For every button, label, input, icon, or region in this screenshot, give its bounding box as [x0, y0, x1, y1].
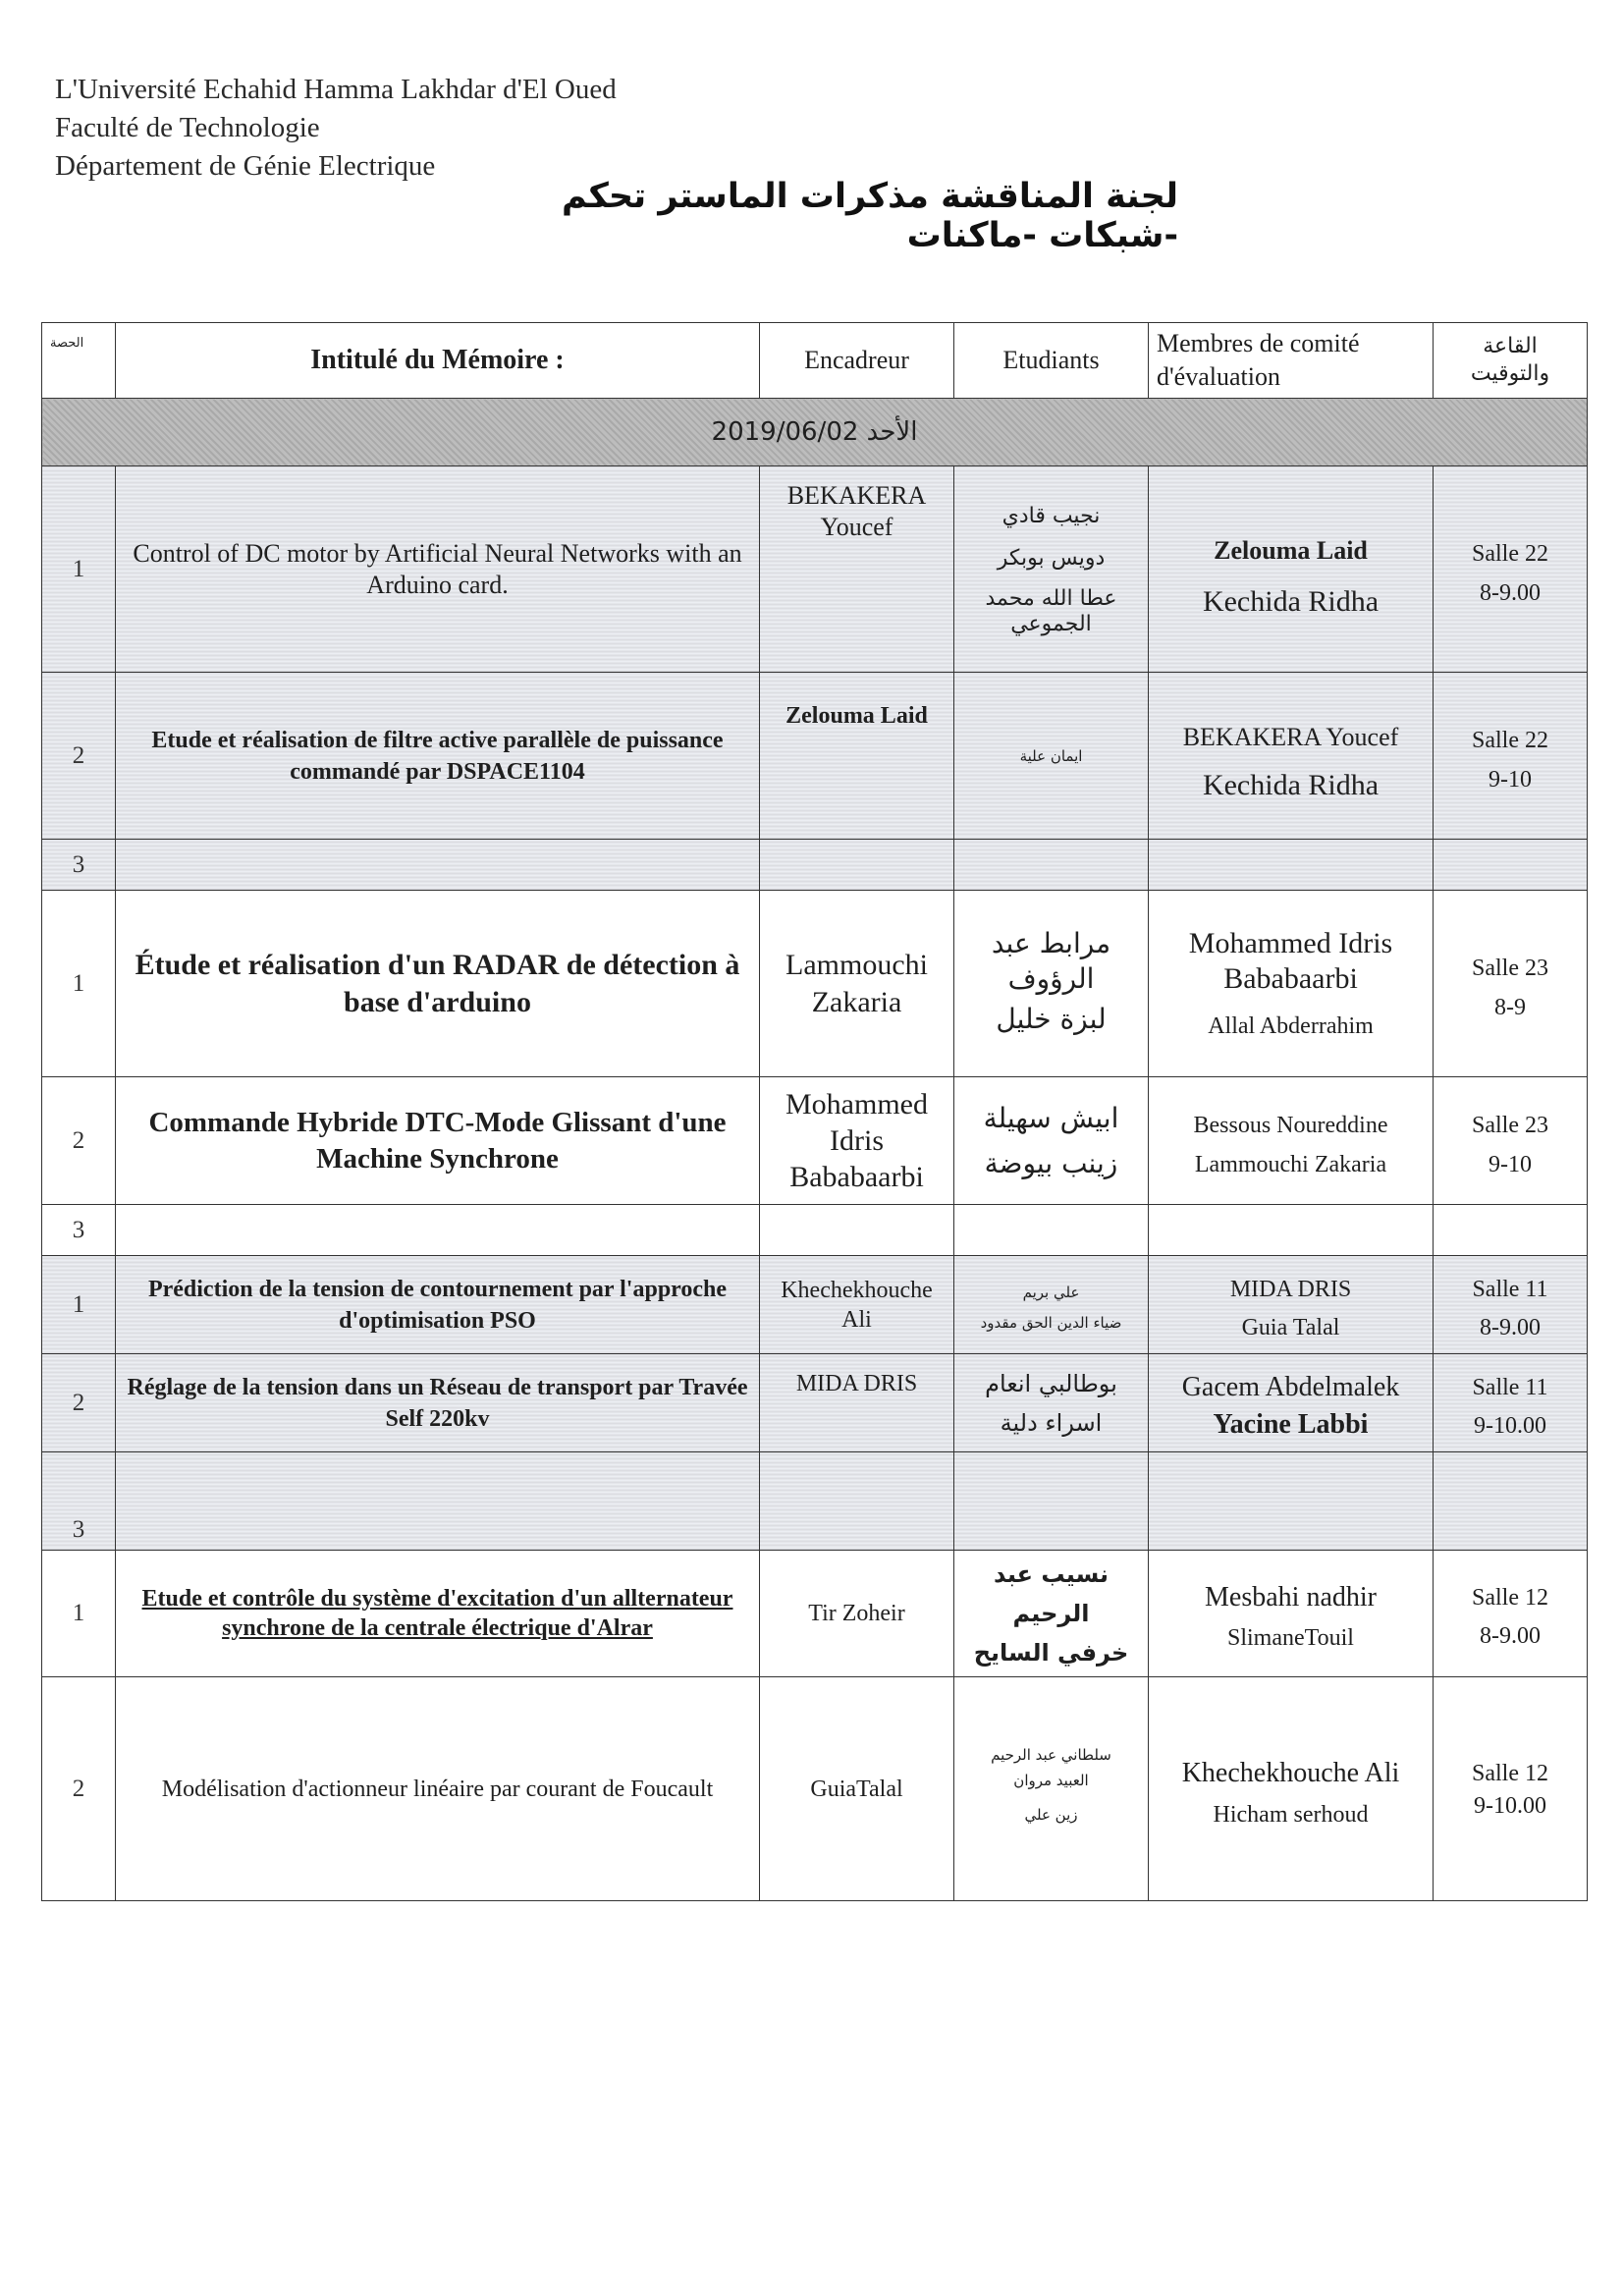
committee-member: Lammouchi Zakaria	[1194, 1151, 1387, 1177]
university-name: L'Université Echahid Hamma Lakhdar d'El Oued	[55, 74, 617, 105]
table-row	[42, 1354, 1588, 1452]
committee-member: Bessous Noureddine	[1193, 1112, 1388, 1138]
room: Salle 11	[1472, 1374, 1548, 1400]
room-time-cell	[1434, 1077, 1588, 1205]
empty-cell	[1149, 1205, 1434, 1256]
time-slot: 9-10	[1489, 766, 1532, 793]
student-name: بوطالبي انعام	[985, 1369, 1117, 1397]
student-name: ضياء الدين الحق مقدود	[980, 1313, 1122, 1332]
empty-cell	[954, 1205, 1149, 1256]
committee-member: Hicham serhoud	[1213, 1801, 1369, 1828]
supervisor: Khechekhouche Ali	[760, 1256, 954, 1354]
thesis-title: Étude et réalisation d'un RADAR de détection à base d'arduino	[116, 891, 760, 1077]
column-header-title: Intitulé du Mémoire :	[116, 323, 760, 399]
department-name: Département de Génie Electrique	[55, 150, 436, 182]
room-time-cell	[1434, 1354, 1588, 1452]
student-name: العبيد مروان	[1013, 1771, 1089, 1789]
table-row	[42, 1452, 1588, 1551]
date-cell: الأحد 2019/06/02	[42, 399, 1588, 466]
time-slot: 9-10.00	[1474, 1412, 1546, 1439]
committee-cell	[1149, 1677, 1434, 1901]
committee-cell	[1149, 466, 1434, 673]
committee-cell	[1149, 673, 1434, 840]
student-name: خرفي السايح	[973, 1639, 1129, 1667]
room: Salle 22	[1472, 727, 1548, 753]
students-cell	[954, 673, 1149, 840]
date-row	[42, 399, 1588, 466]
committee-cell	[1149, 1354, 1434, 1452]
session-number: 1	[42, 1256, 116, 1354]
time-slot: 8-9	[1494, 994, 1526, 1020]
student-name: زين علي	[1024, 1805, 1078, 1824]
empty-cell	[760, 840, 954, 891]
supervisor: Lammouchi Zakaria	[760, 891, 954, 1077]
student-name: ابيش سهيلة	[983, 1101, 1119, 1134]
committee-member: Zelouma Laid	[1214, 535, 1368, 565]
defense-schedule-table-wrap	[41, 322, 1587, 1901]
student-name: ايمان علية	[1019, 746, 1083, 765]
students-cell	[954, 1677, 1149, 1901]
committee-member: BEKAKERA Youcef	[1182, 722, 1399, 751]
defense-schedule-table	[41, 322, 1588, 1901]
thesis-title: Etude et réalisation de filtre active parallèle de puissance commandé par DSPACE1104	[116, 673, 760, 840]
thesis-title: Commande Hybride DTC-Mode Glissant d'une Machine Synchrone	[116, 1077, 760, 1205]
committee-member: Khechekhouche Ali	[1181, 1757, 1400, 1788]
time-slot: 9-10	[1489, 1151, 1532, 1177]
room-time-cell	[1434, 891, 1588, 1077]
empty-cell	[116, 840, 760, 891]
table-header-row	[42, 323, 1588, 399]
student-name: نجيب قادي	[1001, 503, 1101, 528]
committee-member: Gacem Abdelmalek	[1181, 1371, 1400, 1402]
session-number: 1	[42, 1551, 116, 1677]
committee-member: Mohammed Idris Bababaarbi	[1188, 926, 1393, 995]
students-cell	[954, 1551, 1149, 1677]
table-row	[42, 1677, 1588, 1901]
student-name: زينب بيوضة	[984, 1146, 1118, 1179]
room-time-cell	[1434, 1551, 1588, 1677]
room-time-cell	[1434, 673, 1588, 840]
committee-member: Kechida Ridha	[1202, 584, 1380, 618]
committee-cell	[1149, 891, 1434, 1077]
session-number: 2	[42, 1354, 116, 1452]
thesis-title: Prédiction de la tension de contournement par l'approche d'optimisation PSO	[116, 1256, 760, 1354]
supervisor: Mohammed Idris Bababaarbi	[760, 1077, 954, 1205]
empty-cell	[760, 1205, 954, 1256]
room: Salle 11	[1472, 1276, 1548, 1302]
students-cell	[954, 1077, 1149, 1205]
document-header	[55, 71, 1430, 186]
session-number: 3	[42, 840, 116, 891]
room-time-cell	[1434, 1256, 1588, 1354]
supervisor: MIDA DRIS	[760, 1354, 954, 1452]
table-row	[42, 1256, 1588, 1354]
student-name: علي بريم	[1022, 1283, 1080, 1301]
thesis-title: Modélisation d'actionneur linéaire par courant de Foucault	[116, 1677, 760, 1901]
session-number: 3	[42, 1452, 116, 1551]
room-time-cell	[1434, 466, 1588, 673]
column-header-students: Etudiants	[954, 323, 1149, 399]
table-row	[42, 466, 1588, 673]
student-name: نسيب عبد الرحيم	[993, 1560, 1110, 1627]
time-slot: 8-9.00	[1480, 1623, 1541, 1649]
student-name: مرابط عبد الرؤوف	[991, 926, 1111, 995]
time-slot: 8-9.00	[1480, 579, 1541, 606]
session-number: 1	[42, 466, 116, 673]
column-header-session: الحصة	[42, 323, 116, 399]
thesis-title: Réglage de la tension dans un Réseau de transport par Travée Self 220kv	[116, 1354, 760, 1452]
empty-cell	[116, 1452, 760, 1551]
committee-member: SlimaneTouil	[1227, 1625, 1354, 1651]
student-name: اسراء دلية	[1000, 1408, 1103, 1437]
empty-cell	[1434, 840, 1588, 891]
committee-member: Allal Abderrahim	[1208, 1012, 1374, 1039]
table-row	[42, 1551, 1588, 1677]
supervisor: Zelouma Laid	[760, 673, 954, 840]
supervisor: GuiaTalal	[760, 1677, 954, 1901]
table-row	[42, 1077, 1588, 1205]
student-name: لبزة خليل	[996, 1002, 1107, 1035]
table-row	[42, 840, 1588, 891]
empty-cell	[1149, 840, 1434, 891]
room: Salle 12	[1472, 1760, 1548, 1786]
thesis-title: Control of DC motor by Artificial Neural Networks with an Arduino card.	[116, 466, 760, 673]
empty-cell	[116, 1205, 760, 1256]
time-slot: 9-10.00	[1474, 1792, 1546, 1819]
column-header-committee: Membres de comité d'évaluation	[1149, 323, 1434, 399]
room: Salle 22	[1472, 540, 1548, 567]
session-number: 3	[42, 1205, 116, 1256]
committee-member: Kechida Ridha	[1202, 768, 1380, 801]
session-number: 1	[42, 891, 116, 1077]
faculty-name: Faculté de Technologie	[55, 112, 320, 143]
committee-member: MIDA DRIS	[1229, 1276, 1352, 1302]
supervisor: Tir Zoheir	[760, 1551, 954, 1677]
column-header-room-time: القاعة والتوقيت	[1434, 323, 1588, 399]
committee-member: Mesbahi nadhir	[1205, 1582, 1377, 1613]
session-number: 2	[42, 1677, 116, 1901]
thesis-title: Etude et contrôle du système d'excitation d'un allternateur synchrone de la centrale électrique d'Alrar	[116, 1551, 760, 1677]
committee-cell	[1149, 1551, 1434, 1677]
time-slot: 8-9.00	[1480, 1314, 1541, 1340]
session-number: 2	[42, 673, 116, 840]
committee-title: لجنة المناقشة مذكرات الماستر تحكم -شبكات -ماكنات	[562, 177, 1178, 255]
empty-cell	[1149, 1452, 1434, 1551]
room-time-cell	[1434, 1677, 1588, 1901]
table-row	[42, 673, 1588, 840]
session-number: 2	[42, 1077, 116, 1205]
committee-member: Guia Talal	[1241, 1314, 1340, 1340]
student-name: عطا الله محمد الجموعي	[985, 585, 1117, 636]
committee-cell	[1149, 1256, 1434, 1354]
room: Salle 23	[1472, 955, 1548, 981]
empty-cell	[1434, 1452, 1588, 1551]
column-header-supervisor: Encadreur	[760, 323, 954, 399]
empty-cell	[760, 1452, 954, 1551]
student-name: سلطاني عبد الرحيم	[991, 1745, 1111, 1764]
student-name: دويس بوبكر	[997, 545, 1106, 571]
empty-cell	[1434, 1205, 1588, 1256]
table-row	[42, 891, 1588, 1077]
empty-cell	[954, 840, 1149, 891]
supervisor: BEKAKERA Youcef	[760, 466, 954, 673]
students-cell	[954, 1256, 1149, 1354]
students-cell	[954, 891, 1149, 1077]
table-row	[42, 1205, 1588, 1256]
empty-cell	[954, 1452, 1149, 1551]
students-cell	[954, 466, 1149, 673]
students-cell	[954, 1354, 1149, 1452]
committee-member: Yacine Labbi	[1213, 1408, 1369, 1440]
room: Salle 12	[1472, 1585, 1548, 1611]
committee-cell	[1149, 1077, 1434, 1205]
room: Salle 23	[1472, 1112, 1548, 1138]
